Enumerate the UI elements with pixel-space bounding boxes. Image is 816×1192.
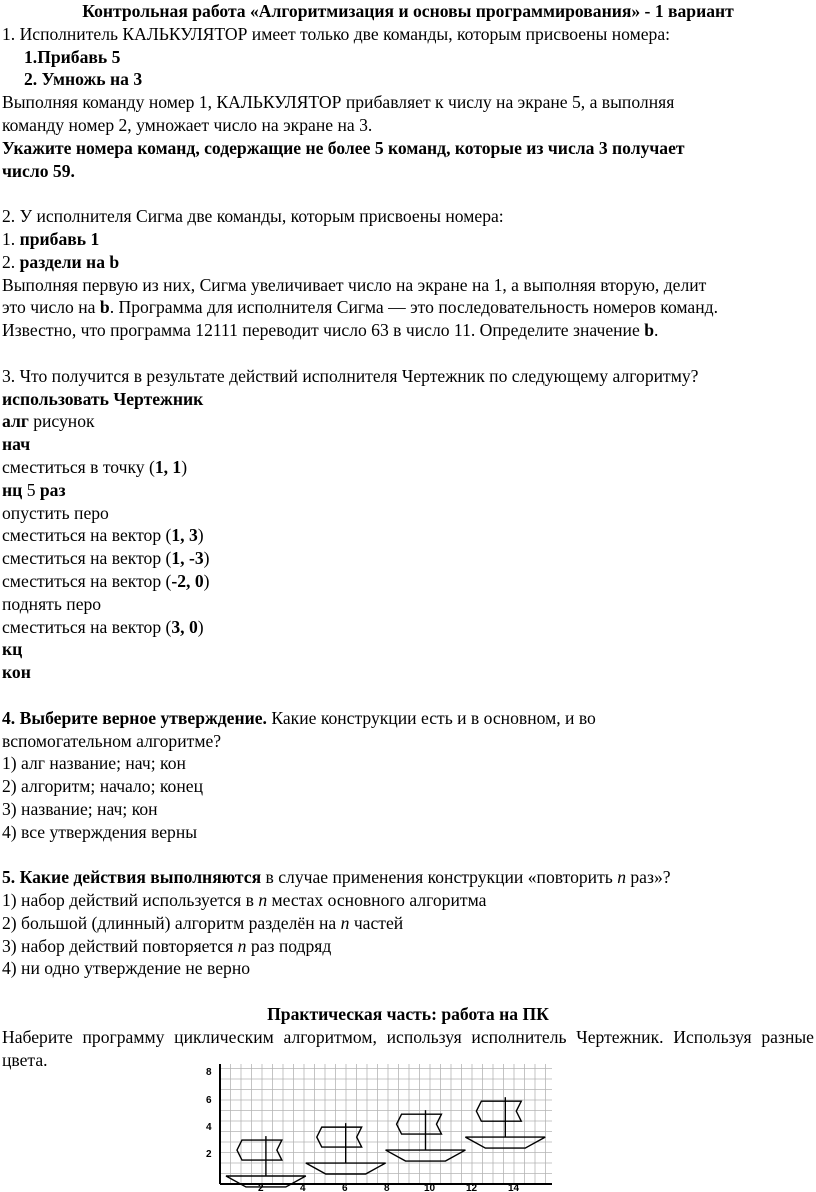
q2-description-2: это число на b. Программа для исполнителя Сигма — это последовательность номеров команд. <box>2 297 719 318</box>
q4-question: 4. Выберите верное утверждение. Какие конструкции есть и в основном, и во <box>2 707 596 728</box>
boat-sail-right-2 <box>346 1127 362 1147</box>
practice-text: Наберите программу циклическим алгоритмом, используя исполнитель Чертежник. Используя разные цвета. <box>2 1026 814 1070</box>
q1-task-1: Укажите номера команд, содержащие не более 5 команд, которые из числа 3 получает <box>2 137 685 158</box>
q3-begin: нач <box>2 434 31 455</box>
boat-sail-left-4 <box>476 1101 505 1121</box>
q4-question-cont: вспомогательном алгоритме? <box>2 730 222 751</box>
q2-intro: 2. У исполнителя Сигма две команды, которым присвоены номера: <box>2 206 504 227</box>
q4-option-1: 1) алг название; нач; кон <box>2 753 186 774</box>
boat-sail-right-1 <box>266 1140 282 1160</box>
x-tick-4: 4 <box>300 1183 306 1192</box>
y-tick-4: 4 <box>206 1122 212 1133</box>
q5-option-3: 3) набор действий повторяется n раз подряд <box>2 935 332 956</box>
q3-loop: нц 5 раз <box>2 479 66 500</box>
q3-vector-2: сместиться на вектор (1, -3) <box>2 548 210 569</box>
q3-vector-3: сместиться на вектор (-2, 0) <box>2 570 210 591</box>
boat-sail-left-2 <box>317 1127 346 1147</box>
y-tick-2: 2 <box>206 1149 212 1160</box>
q2-command-1: 1. прибавь 1 <box>2 228 100 249</box>
q3-pen-up: поднять перо <box>2 593 102 614</box>
q1-description-2: команду номер 2, умножает число на экране на 3. <box>2 114 373 135</box>
q3-end-loop: кц <box>2 639 23 660</box>
q1-description-1: Выполняя команду номер 1, КАЛЬКУЛЯТОР прибавляет к числу на экране 5, а выполняя <box>2 92 675 113</box>
q5-option-4: 4) ни одно утверждение не верно <box>2 958 251 979</box>
q3-use: использовать Чертежник <box>2 388 204 409</box>
y-tick-8: 8 <box>206 1067 212 1078</box>
grid-lines <box>220 1064 552 1184</box>
q4-option-2: 2) алгоритм; начало; конец <box>2 776 203 797</box>
x-tick-2: 2 <box>258 1183 264 1192</box>
q5-option-1: 1) набор действий используется в n местах основного алгоритма <box>2 890 487 911</box>
q5-question: 5. Какие действия выполняются в случае применения конструкции «повторить n раз»? <box>2 867 671 888</box>
q3-end: кон <box>2 662 31 683</box>
q3-vector-1: сместиться на вектор (1, 3) <box>2 525 204 546</box>
q3-pen-down: опустить перо <box>2 502 109 523</box>
q4-option-3: 3) название; нач; кон <box>2 798 158 819</box>
q4-option-4: 4) все утверждения верны <box>2 821 198 842</box>
boats-grid-figure <box>196 1060 556 1192</box>
x-tick-14: 14 <box>508 1183 520 1192</box>
q3-vector-4: сместиться на вектор (3, 0) <box>2 616 204 637</box>
q1-command-2: 2. Умножь на 3 <box>24 69 143 90</box>
boat-hull-3 <box>386 1150 466 1161</box>
y-tick-6: 6 <box>206 1095 212 1106</box>
boat-hull-4 <box>465 1137 545 1148</box>
q3-intro: 3. Что получится в результате действий исполнителя Чертежник по следующему алгоритму? <box>2 365 699 386</box>
x-tick-12: 12 <box>466 1183 478 1192</box>
axes <box>220 1064 552 1184</box>
q1-task-2: число 59. <box>2 160 75 181</box>
x-tick-10: 10 <box>424 1183 436 1192</box>
q3-alg: алг рисунок <box>2 411 95 432</box>
boat-sail-right-4 <box>505 1101 521 1121</box>
q3-move-to: сместиться в точку (1, 1) <box>2 456 188 477</box>
q1-intro: 1. Исполнитель КАЛЬКУЛЯТОР имеет только две команды, которым присвоены номера: <box>2 23 671 44</box>
document-title: Контрольная работа «Алгоритмизация и основы программирования» - 1 вариант <box>82 1 734 21</box>
q2-description-1: Выполняя первую из них, Сигма увеличивает число на экране на 1, а выполняя вторую, делит <box>2 274 707 295</box>
q5-option-2: 2) большой (длинный) алгоритм разделён на n частей <box>2 912 404 933</box>
x-tick-8: 8 <box>384 1183 390 1192</box>
q1-command-1: 1.Прибавь 5 <box>24 46 121 67</box>
q2-command-2: 2. раздели на b <box>2 251 120 272</box>
q2-description-3: Известно, что программа 12111 переводит число 63 в число 11. Определите значение b. <box>2 320 659 341</box>
x-tick-6: 6 <box>342 1183 348 1192</box>
practice-heading: Практическая часть: работа на ПК <box>267 1004 549 1025</box>
